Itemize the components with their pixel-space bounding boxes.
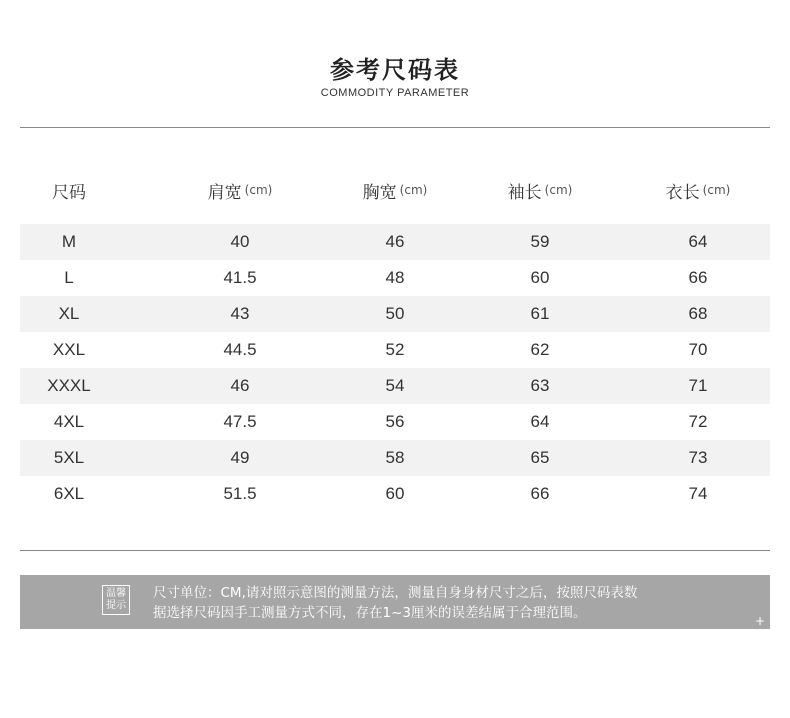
cell-length: 72: [688, 412, 708, 431]
notice-banner: [20, 575, 770, 629]
header-size: [20, 168, 118, 212]
notice-badge: [102, 585, 130, 615]
table-body: [20, 224, 770, 512]
page-subtitle: COMMODITY PARAMETER: [320, 87, 470, 99]
cell-sleeve: 61: [530, 304, 550, 323]
cell-sleeve: 62: [530, 340, 550, 359]
table-row: [20, 332, 770, 368]
cell-length: 73: [688, 448, 708, 467]
table-row: [20, 224, 770, 260]
size-table: [20, 168, 770, 503]
cell-chest: 50: [385, 304, 405, 323]
cell-sleeve: 64: [530, 412, 550, 431]
notice-line: 据选择尺码因手工测量方式不同，存在1~3厘米的误差结属于合理范围。: [153, 605, 587, 621]
cell-chest: 58: [385, 448, 405, 467]
table-header-row: [20, 168, 770, 212]
cell-length: 70: [688, 340, 708, 359]
table-row: [20, 260, 770, 296]
cell-shoulder: 44.5: [223, 340, 257, 359]
cell-sleeve: 65: [530, 448, 550, 467]
page-title: 参考尺码表: [330, 56, 460, 84]
header-unit: (cm): [702, 183, 731, 197]
cell-shoulder: 40: [230, 232, 250, 251]
cell-size: 4XL: [53, 412, 85, 431]
table-row: [20, 404, 770, 440]
header-length: [628, 168, 768, 212]
notice-line: 尺寸单位：CM,请对照示意图的测量方法，测量自身身材尺寸之后，按照尺码表数: [153, 585, 638, 601]
cell-chest: 52: [385, 340, 405, 359]
table-row: [20, 476, 770, 512]
header-sleeve: [470, 168, 610, 212]
header-label: 袖长: [507, 182, 542, 203]
header-label: 尺码: [52, 182, 86, 203]
cell-length: 64: [688, 232, 708, 251]
cell-sleeve: 59: [530, 232, 550, 251]
cell-chest: 54: [385, 376, 405, 395]
cell-length: 68: [688, 304, 708, 323]
header-label: 肩宽: [207, 182, 242, 203]
table-row: [20, 440, 770, 476]
notice-badge-line: 温馨: [106, 588, 126, 599]
header-chest: [325, 168, 465, 212]
cell-length: 74: [688, 484, 708, 503]
cell-size: 6XL: [53, 484, 85, 503]
top-divider: [20, 127, 770, 128]
plus-icon: +: [754, 614, 765, 628]
cell-chest: 48: [385, 268, 405, 287]
header-shoulder: [170, 168, 310, 212]
cell-sleeve: 60: [530, 268, 550, 287]
cell-shoulder: 51.5: [223, 484, 257, 503]
cell-shoulder: 47.5: [223, 412, 257, 431]
header-label: 胸宽: [362, 182, 397, 203]
table-row: [20, 368, 770, 404]
cell-size: XXL: [52, 340, 86, 359]
cell-length: 71: [688, 376, 708, 395]
header-unit: (cm): [544, 183, 573, 197]
cell-size: L: [64, 268, 74, 287]
header-unit: (cm): [399, 183, 428, 197]
header-label: 衣长: [665, 182, 700, 203]
notice-badge-line: 提示: [106, 600, 126, 611]
cell-chest: 60: [385, 484, 405, 503]
cell-length: 66: [688, 268, 708, 287]
cell-size: XL: [58, 304, 80, 323]
table-row: [20, 296, 770, 332]
header-unit: (cm): [244, 183, 273, 197]
cell-shoulder: 49: [230, 448, 250, 467]
bottom-divider: [20, 550, 770, 551]
cell-chest: 46: [385, 232, 405, 251]
cell-chest: 56: [385, 412, 405, 431]
cell-size: 5XL: [53, 448, 85, 467]
cell-size: M: [61, 232, 77, 251]
notice-text: [153, 583, 753, 623]
cell-size: XXXL: [47, 376, 91, 395]
cell-sleeve: 63: [530, 376, 550, 395]
cell-shoulder: 43: [230, 304, 250, 323]
cell-shoulder: 41.5: [223, 268, 257, 287]
cell-sleeve: 66: [530, 484, 550, 503]
cell-shoulder: 46: [230, 376, 250, 395]
